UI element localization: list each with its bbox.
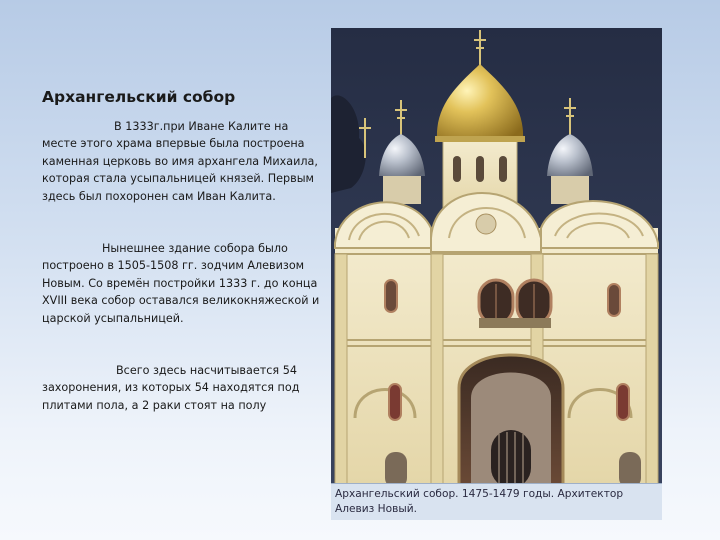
paragraph-lead: Нынешнее здание собора [102, 242, 255, 255]
paragraph-burials [42, 362, 322, 414]
paragraph-body: насчитывается 54 захоронения, из которых 54 находятся под плитами пола, а 2 раки стоят на полу [42, 364, 300, 412]
slide-title: Архангельский собор [42, 88, 236, 106]
zakomara-arches [335, 193, 658, 252]
paragraph-construction [42, 240, 322, 327]
paragraph-body: было построено в 1505-1508 гг. зодчим Алевизом Новым. Со времён постройки 1333 г. до конца XVIII века собор оставался великокняжеской и царской усыпальницей. [42, 242, 320, 325]
main-portal [459, 355, 563, 488]
paragraph-lead: Всего здесь [116, 364, 187, 377]
photo-caption: Архангельский собор. 1475-1479 годы. Архитектор Алевиз Новый. [331, 483, 662, 520]
paragraph-body: Калите на месте этого храма впервые была построена каменная церковь во имя архангела Михаила, которая стала усыпальницей князей. Первым здесь был похоронен сам Иван Калита. [42, 120, 318, 203]
cathedral-illustration [331, 28, 662, 520]
paragraph-history [42, 118, 322, 205]
paragraph-lead: В 1333г.при Иване [114, 120, 225, 133]
cathedral-photo [331, 28, 662, 520]
